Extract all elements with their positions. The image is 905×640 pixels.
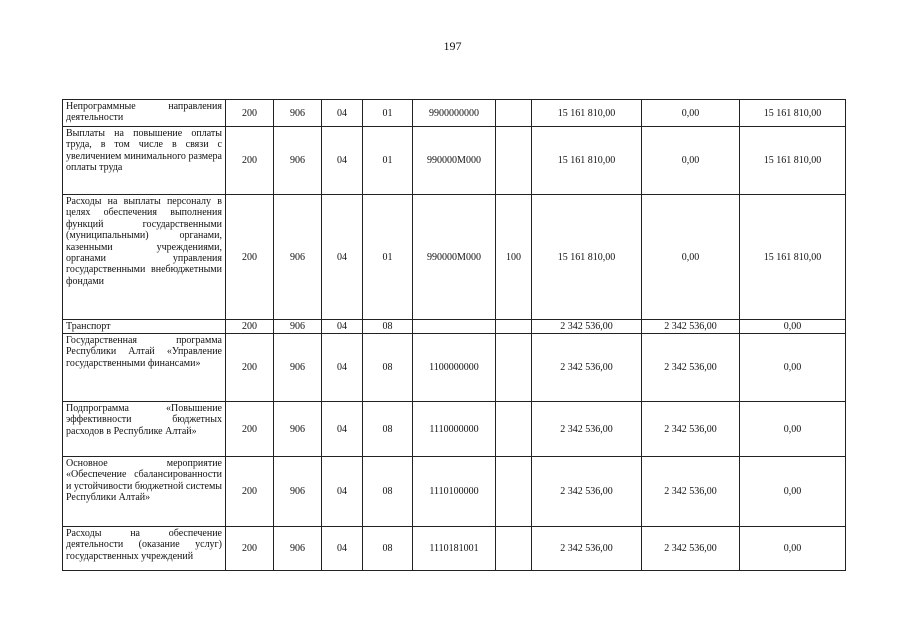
- cell-amount-second: 0,00: [642, 127, 740, 195]
- cell-ministry: 906: [274, 320, 322, 334]
- cell-amount-third: 15 161 810,00: [740, 195, 846, 320]
- budget-table: [62, 99, 846, 571]
- table-row: [63, 334, 846, 402]
- cell-ministry: 906: [274, 402, 322, 457]
- cell-amount-total: 2 342 536,00: [532, 457, 642, 527]
- cell-amount-third: 15 161 810,00: [740, 127, 846, 195]
- cell-target: 1110000000: [413, 402, 496, 457]
- cell-code: 200: [226, 100, 274, 127]
- table-row: [63, 127, 846, 195]
- cell-code: 200: [226, 457, 274, 527]
- cell-expense-type: [496, 457, 532, 527]
- row-description: Непрограммные направления деятельности: [63, 100, 226, 127]
- row-description: Расходы на выплаты персоналу в целях обеспечения выполнения функций государственными (муниципальными) органами, казенными учреждениями, органами управления государственными внебюджетными фондами: [63, 195, 226, 320]
- cell-subsection: 01: [363, 127, 413, 195]
- row-description: Расходы на обеспечение деятельности (оказание услуг) государственных учреждений: [63, 527, 226, 571]
- cell-code: 200: [226, 527, 274, 571]
- cell-subsection: 08: [363, 402, 413, 457]
- cell-amount-total: 15 161 810,00: [532, 100, 642, 127]
- cell-section: 04: [322, 127, 363, 195]
- table-row: [63, 527, 846, 571]
- cell-target: 1110181001: [413, 527, 496, 571]
- cell-expense-type: [496, 402, 532, 457]
- table-row: [63, 100, 846, 127]
- cell-amount-total: 2 342 536,00: [532, 320, 642, 334]
- cell-code: 200: [226, 127, 274, 195]
- cell-amount-second: 2 342 536,00: [642, 334, 740, 402]
- cell-amount-second: 0,00: [642, 100, 740, 127]
- cell-amount-total: 2 342 536,00: [532, 402, 642, 457]
- cell-ministry: 906: [274, 334, 322, 402]
- cell-amount-third: 0,00: [740, 527, 846, 571]
- cell-subsection: 08: [363, 457, 413, 527]
- row-description: Государственная программа Республики Алтай «Управление государственными финансами»: [63, 334, 226, 402]
- cell-expense-type: [496, 100, 532, 127]
- cell-expense-type: [496, 527, 532, 571]
- cell-amount-third: 0,00: [740, 334, 846, 402]
- cell-target: 990000М000: [413, 195, 496, 320]
- cell-subsection: 08: [363, 334, 413, 402]
- cell-ministry: 906: [274, 100, 322, 127]
- cell-section: 04: [322, 457, 363, 527]
- row-description: Транспорт: [63, 320, 226, 334]
- cell-section: 04: [322, 334, 363, 402]
- cell-section: 04: [322, 402, 363, 457]
- cell-expense-type: 100: [496, 195, 532, 320]
- cell-section: 04: [322, 320, 363, 334]
- page-number: 197: [443, 39, 462, 53]
- cell-subsection: 08: [363, 320, 413, 334]
- cell-amount-total: 15 161 810,00: [532, 195, 642, 320]
- cell-section: 04: [322, 195, 363, 320]
- cell-target: 9900000000: [413, 100, 496, 127]
- cell-section: 04: [322, 527, 363, 571]
- row-description: Основное мероприятие «Обеспечение сбалансированности и устойчивости бюджетной системы Республики Алтай»: [63, 457, 226, 527]
- cell-target: 990000М000: [413, 127, 496, 195]
- cell-target: [413, 320, 496, 334]
- cell-amount-third: 0,00: [740, 457, 846, 527]
- cell-amount-second: 2 342 536,00: [642, 457, 740, 527]
- table-row: [63, 402, 846, 457]
- cell-amount-second: 0,00: [642, 195, 740, 320]
- cell-expense-type: [496, 334, 532, 402]
- cell-amount-third: 0,00: [740, 320, 846, 334]
- cell-ministry: 906: [274, 195, 322, 320]
- cell-ministry: 906: [274, 127, 322, 195]
- cell-expense-type: [496, 127, 532, 195]
- cell-ministry: 906: [274, 527, 322, 571]
- cell-amount-second: 2 342 536,00: [642, 402, 740, 457]
- cell-code: 200: [226, 195, 274, 320]
- cell-code: 200: [226, 320, 274, 334]
- cell-subsection: 01: [363, 195, 413, 320]
- cell-code: 200: [226, 402, 274, 457]
- cell-amount-total: 15 161 810,00: [532, 127, 642, 195]
- row-description: Подпрограмма «Повышение эффективности бюджетных расходов в Республике Алтай»: [63, 402, 226, 457]
- cell-section: 04: [322, 100, 363, 127]
- table-row: [63, 320, 846, 334]
- row-description: Выплаты на повышение оплаты труда, в том числе в связи с увеличением минимального размера оплаты труда: [63, 127, 226, 195]
- cell-amount-total: 2 342 536,00: [532, 334, 642, 402]
- cell-amount-total: 2 342 536,00: [532, 527, 642, 571]
- cell-expense-type: [496, 320, 532, 334]
- cell-target: 1110100000: [413, 457, 496, 527]
- cell-subsection: 08: [363, 527, 413, 571]
- cell-amount-third: 15 161 810,00: [740, 100, 846, 127]
- cell-amount-second: 2 342 536,00: [642, 527, 740, 571]
- table-row: [63, 195, 846, 320]
- cell-subsection: 01: [363, 100, 413, 127]
- cell-amount-third: 0,00: [740, 402, 846, 457]
- table-row: [63, 457, 846, 527]
- cell-amount-second: 2 342 536,00: [642, 320, 740, 334]
- cell-target: 1100000000: [413, 334, 496, 402]
- cell-code: 200: [226, 334, 274, 402]
- cell-ministry: 906: [274, 457, 322, 527]
